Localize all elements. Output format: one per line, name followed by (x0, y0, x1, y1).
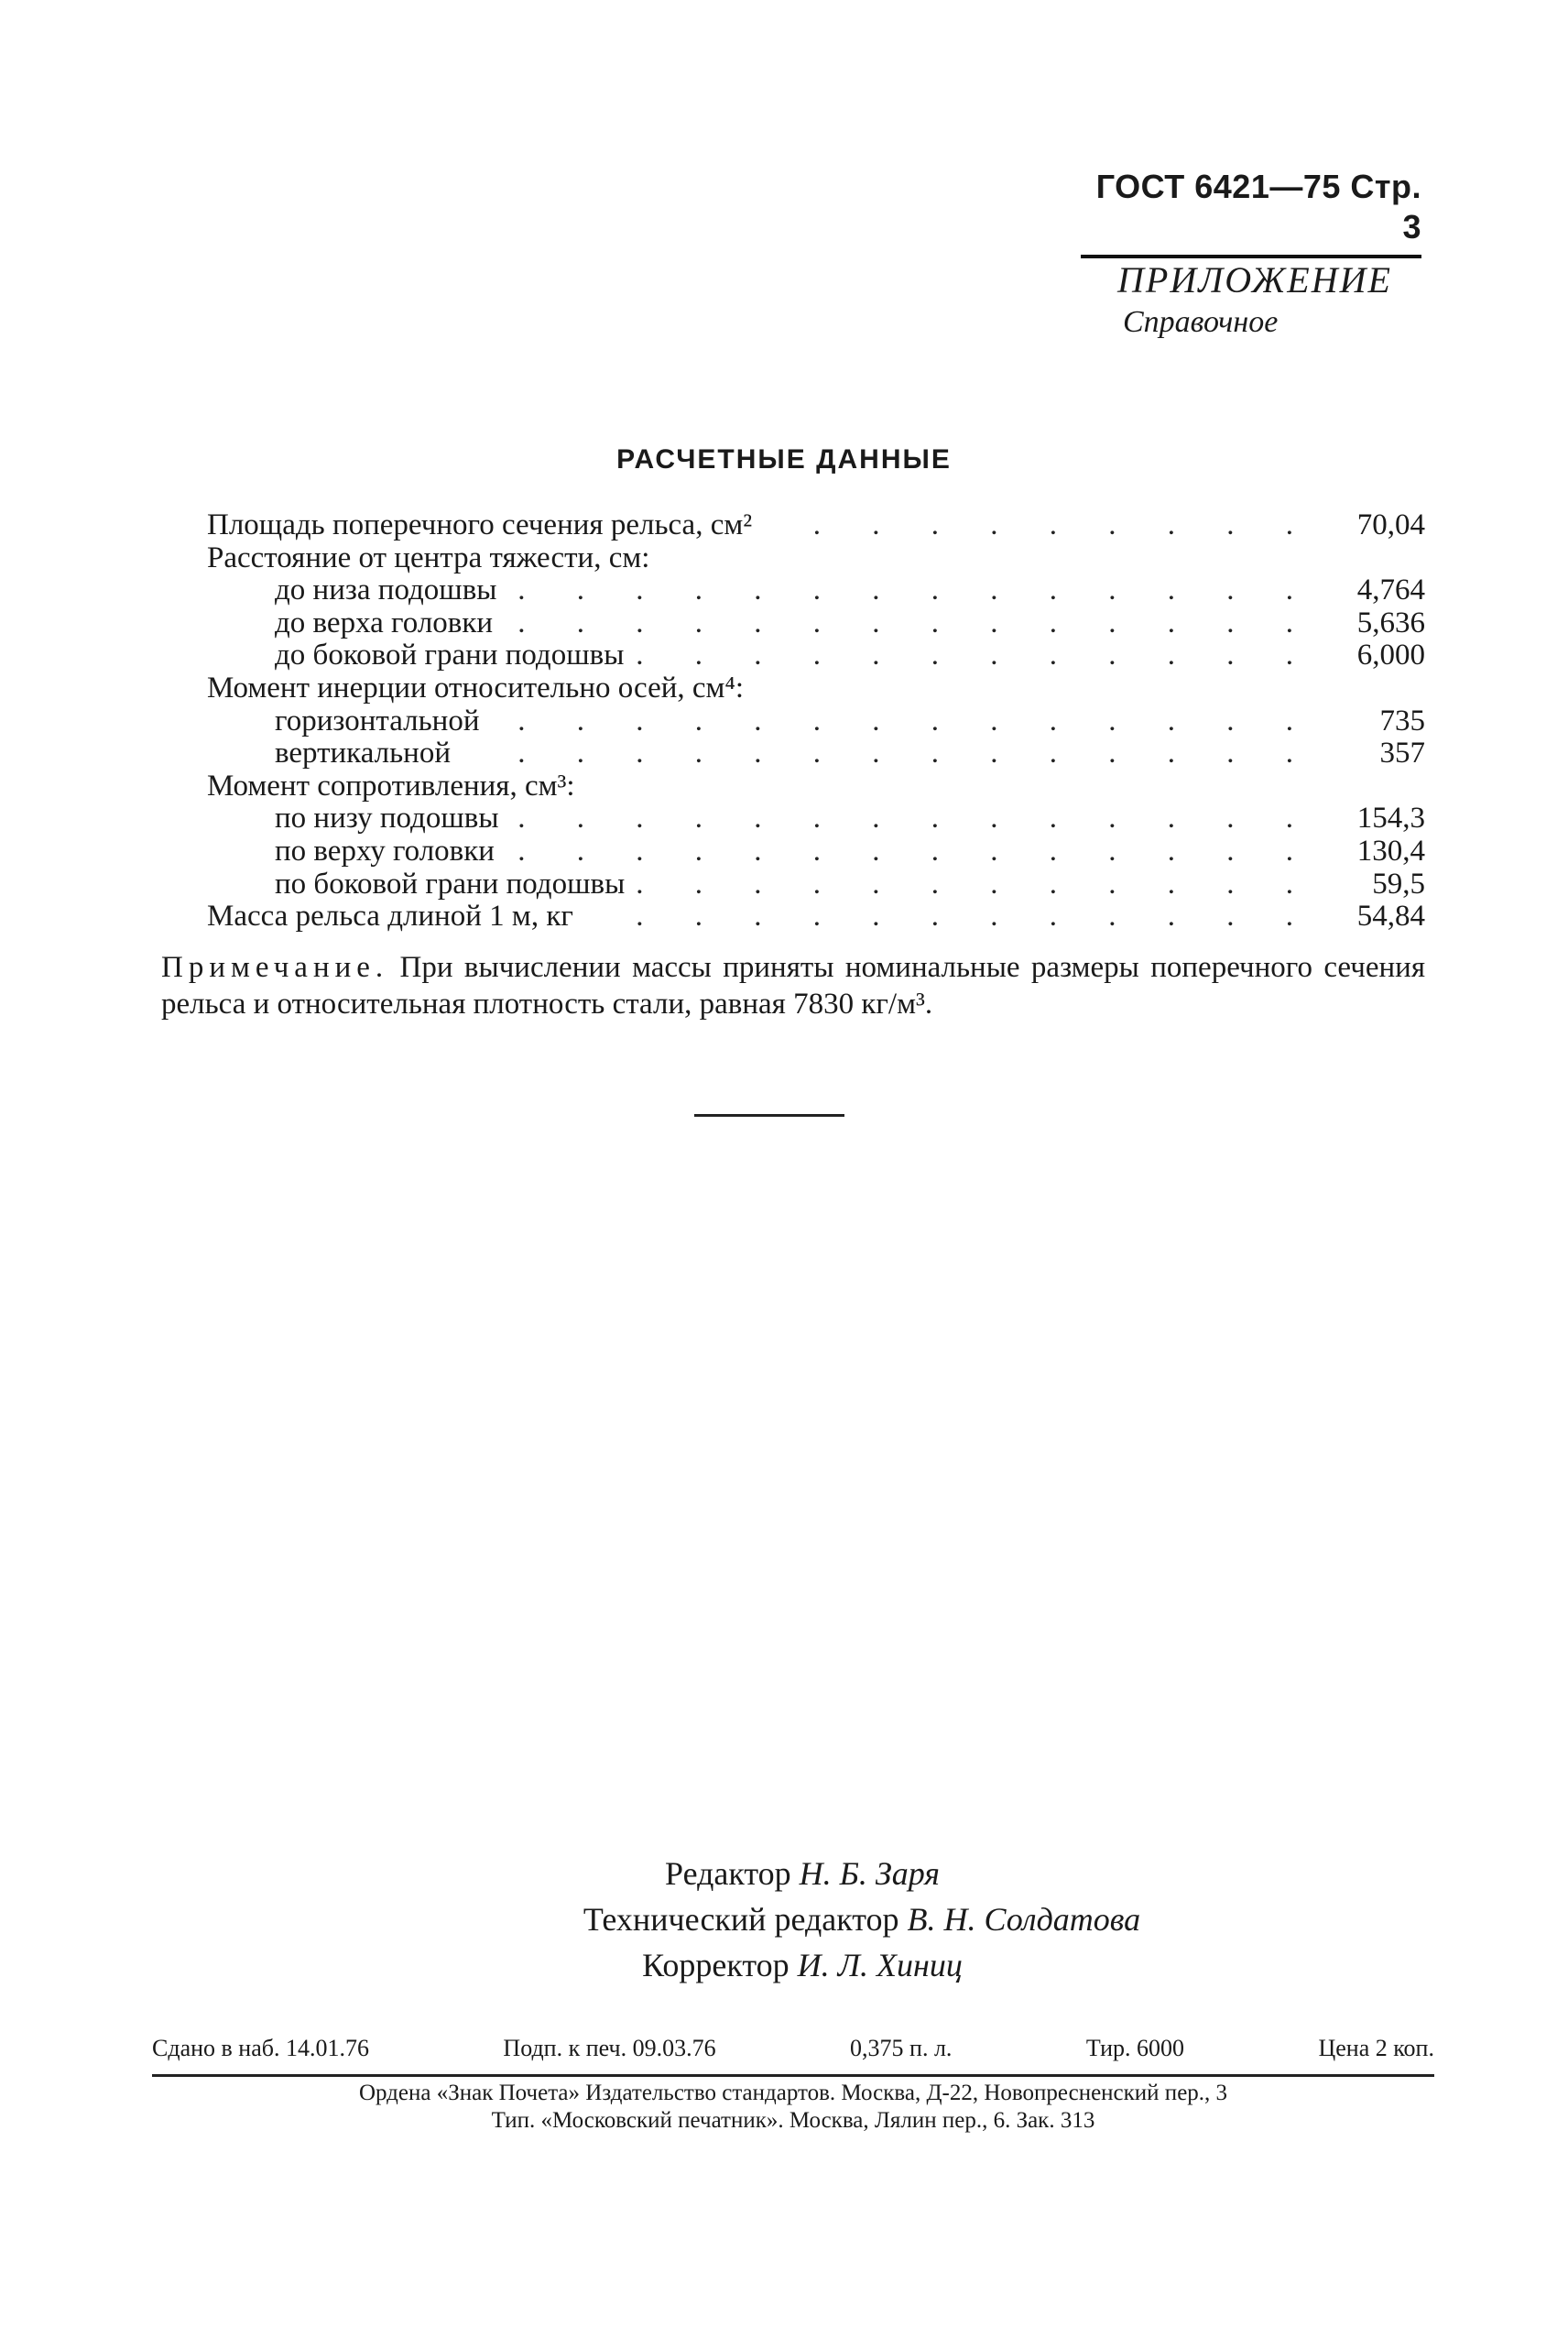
divider-line (694, 1114, 844, 1117)
row-label: вертикальной (275, 737, 451, 770)
row-label: по боковой грани подошвы (275, 867, 626, 901)
row-label: Момент инерции относительно осей, см⁴: (207, 671, 745, 705)
note-paragraph (161, 949, 1425, 1022)
credit-person: И. Л. Хиниц (797, 1947, 963, 1983)
credit-person: Н. Б. Заря (799, 1855, 940, 1892)
row-value: 130,4 (1356, 834, 1425, 868)
row-label: до верха головки (275, 606, 494, 639)
row-value: 5,636 (1356, 606, 1425, 639)
credit-role: Редактор (665, 1855, 800, 1892)
data-row (207, 509, 1425, 542)
row-leader-dots: . . . . . . . . . . . . (636, 900, 1315, 934)
row-label: по низу подошвы (275, 802, 499, 836)
appendix-subtitle: Справочное (1123, 305, 1279, 339)
row-leader-dots: . . . . . . . . . . . . (636, 867, 1315, 901)
row-label: Расстояние от центра тяжести, см: (207, 541, 650, 574)
row-leader-dots: . . . . . . . . . . . . . . (517, 574, 1315, 607)
row-label: по верху головки (275, 834, 495, 868)
imprint-submitted: Сдано в наб. 14.01.76 (152, 2035, 369, 2061)
data-row (207, 869, 1425, 901)
row-value: 357 (1379, 737, 1425, 770)
data-row (207, 705, 1425, 738)
publisher-line-2: Тип. «Московский печатник». Москва, Лялин пер., 6. Зак. 313 (491, 2108, 1095, 2133)
imprint-sheets: 0,375 п. л. (850, 2035, 953, 2061)
row-label: Момент сопротивления, см³: (207, 769, 575, 803)
credit-role: Технический редактор (583, 1901, 908, 1938)
row-leader-dots: . . . . . . . . . . . . (636, 639, 1315, 672)
row-value: 154,3 (1356, 802, 1425, 836)
data-row (207, 737, 1425, 770)
publisher-line-1: Ордена «Знак Почета» Издательство стандартов. Москва, Д-22, Новопресненский пер., 3 (358, 2081, 1228, 2105)
data-row (207, 574, 1425, 607)
data-row (207, 836, 1425, 869)
data-row (207, 607, 1425, 640)
row-leader-dots: . . . . . . . . . . . . . . (517, 606, 1315, 639)
note-label: Примечание. (161, 951, 389, 984)
data-row (207, 672, 1425, 705)
imprint-print-run: Тир. 6000 (1085, 2035, 1185, 2061)
credit-role: Корректор (642, 1947, 798, 1983)
row-label: до низа подошвы (275, 574, 497, 607)
row-leader-dots: . . . . . . . . . . . . . . (517, 704, 1315, 737)
row-leader-dots: . . . . . . . . . (812, 508, 1315, 541)
row-leader-dots: . . . . . . . . . . . . . . (517, 802, 1315, 836)
row-value: 59,5 (1372, 867, 1425, 901)
data-list (207, 509, 1425, 934)
credit-person: В. Н. Солдатова (907, 1901, 1141, 1938)
imprint-signed: Подп. к печ. 09.03.76 (503, 2035, 716, 2061)
row-label: горизонтальной (275, 704, 480, 737)
note-text: При вычислении массы приняты номинальные размеры поперечного сечения рельса и относительная плотность стали, равная 7830 кг/м³. (161, 951, 1425, 1021)
imprint-row (152, 2032, 1434, 2065)
data-row (207, 639, 1425, 672)
imprint-block (152, 2032, 1434, 2077)
data-row (207, 803, 1425, 836)
row-value: 735 (1379, 704, 1425, 737)
data-row (207, 542, 1425, 575)
row-label: Площадь поперечного сечения рельса, см² (207, 508, 753, 541)
data-row (207, 901, 1425, 934)
credit-tech-editor (0, 1896, 1568, 1942)
data-row (207, 770, 1425, 803)
credit-corrector (0, 1942, 1568, 1988)
imprint-rule (152, 2074, 1434, 2077)
credits-block (0, 1851, 1568, 1988)
row-label: Масса рельса длиной 1 м, кг (207, 900, 573, 934)
imprint-price: Цена 2 коп. (1318, 2035, 1434, 2061)
row-value: 4,764 (1356, 574, 1425, 607)
credit-editor (0, 1851, 1568, 1896)
section-title: РАСЧЕТНЫЕ ДАННЫЕ (616, 444, 952, 475)
row-value: 54,84 (1356, 900, 1425, 934)
row-value: 70,04 (1356, 508, 1425, 541)
row-label: до боковой грани подошвы (275, 639, 625, 672)
publisher-block (152, 2080, 1434, 2135)
row-leader-dots: . . . . . . . . . . . . . . (517, 737, 1315, 770)
page-header (1081, 167, 1421, 258)
header-standard-number: ГОСТ 6421—75 Стр. 3 (1095, 168, 1421, 246)
row-value: 6,000 (1356, 639, 1425, 672)
row-leader-dots: . . . . . . . . . . . . . . (517, 834, 1315, 868)
appendix-title: ПРИЛОЖЕНИЕ (1117, 259, 1392, 300)
